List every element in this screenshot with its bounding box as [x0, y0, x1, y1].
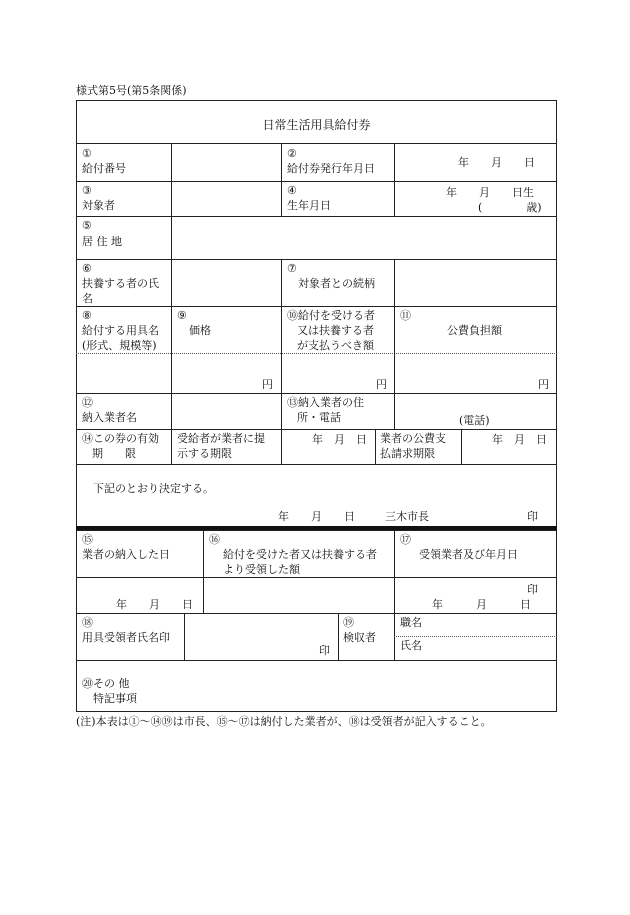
label-recipient-seal: 用具受領者氏名印 [82, 631, 170, 644]
yen-price: 円 [262, 378, 273, 391]
double-rule [76, 526, 557, 530]
label-item-name: 給付する用具名 [82, 324, 159, 337]
label-received-amount-b: より受領した額 [223, 563, 300, 576]
form-number: 様式第5号(第5条関係) [76, 84, 187, 97]
label-valid-until-b: 期 限 [92, 447, 136, 460]
label-relationship: 対象者との続柄 [298, 277, 375, 290]
label-delivery-date: 業者の納入した日 [82, 548, 170, 561]
num-15: ⑮ [82, 533, 93, 546]
label-claim-deadline-b: 払請求期限 [380, 447, 435, 460]
telephone-label: (電話) [459, 414, 490, 427]
delivery-date-value: 年 月 日 [116, 598, 193, 611]
num-11: ⑪ [400, 309, 411, 322]
label-payment-c: が支払うべき額 [297, 339, 374, 352]
num-5: ⑤ [82, 219, 92, 232]
num-2: ② [287, 147, 297, 160]
form-title: 日常生活用具給付券 [262, 118, 371, 132]
claim-deadline-date: 年 月 日 [492, 433, 547, 446]
yen-public: 円 [538, 378, 549, 391]
label-vendor-address-a: ⑬納入業者の住 [287, 396, 364, 409]
num-16: ⑯ [209, 533, 220, 546]
label-subject: 対象者 [82, 199, 115, 212]
num-6: ⑥ [82, 262, 92, 275]
label-job-title: 職名 [400, 616, 422, 629]
num-18: ⑱ [82, 616, 93, 629]
label-other: ⑳その 他 [82, 677, 130, 690]
recipient-seal: 印 [319, 644, 330, 657]
decision-text: 下記のとおり決定する。 [93, 482, 214, 495]
label-present-deadline-a: 受給者が業者に提 [177, 432, 265, 445]
decision-date: 年 月 日 [278, 510, 355, 523]
label-special-notes: 特記事項 [93, 692, 137, 705]
num-3: ③ [82, 184, 92, 197]
label-received-amount-a: 給付を受けた者又は扶養する者 [223, 548, 377, 561]
label-claim-deadline-a: 業者の公費支 [380, 432, 446, 445]
label-name: 氏名 [400, 639, 422, 652]
label-birthdate: 生年月日 [287, 199, 331, 212]
yen-payment: 円 [376, 378, 387, 391]
label-vendor-address-b: 所・電話 [297, 411, 341, 424]
issue-date-value: 年 月 日 [458, 156, 535, 169]
num-4: ④ [287, 184, 297, 197]
present-deadline-date: 年 月 日 [312, 433, 367, 446]
num-19: ⑲ [343, 616, 354, 629]
num-1: ① [82, 147, 92, 160]
label-vendor-name: 納入業者名 [82, 411, 137, 424]
label-receiving-vendor: 受領業者及び年月日 [419, 548, 518, 561]
num-9: ⑨ [177, 309, 187, 322]
label-inspector: 検収者 [343, 631, 376, 644]
label-item-spec: (形式、規模等) [82, 339, 157, 352]
num-17: ⑰ [400, 533, 411, 546]
label-issue-date: 給付券発行年月日 [287, 162, 375, 175]
birthdate-value: 年 月 日生 [446, 186, 534, 199]
num-12: ⑫ [82, 396, 93, 409]
label-guardian-name-a: 扶養する者の氏 [82, 277, 159, 290]
footnote: (注)本表は①～⑭⑲は市長、⑮～⑰は納付した業者が、⑱は受領者が記入すること。 [76, 715, 492, 728]
vendor-date-value: 年 月 日 [432, 598, 531, 611]
label-price: 価格 [189, 324, 211, 337]
age-value: ( 歳) [478, 201, 542, 214]
mayor-label: 三木市長 [385, 510, 429, 523]
label-grant-number: 給付番号 [82, 162, 126, 175]
mayor-seal: 印 [527, 510, 538, 523]
label-address: 居 住 地 [82, 235, 122, 248]
label-payment-a: ⑩給付を受ける者 [287, 309, 375, 322]
label-present-deadline-b: 示する期限 [177, 447, 232, 460]
label-payment-b: 又は扶養する者 [297, 324, 374, 337]
vendor-seal: 印 [527, 583, 538, 596]
num-7: ⑦ [287, 262, 297, 275]
label-valid-until-a: ⑭この券の有効 [82, 432, 159, 445]
label-public-burden: 公費負担額 [447, 324, 502, 337]
num-8: ⑧ [82, 309, 92, 322]
label-guardian-name-b: 名 [82, 292, 93, 305]
